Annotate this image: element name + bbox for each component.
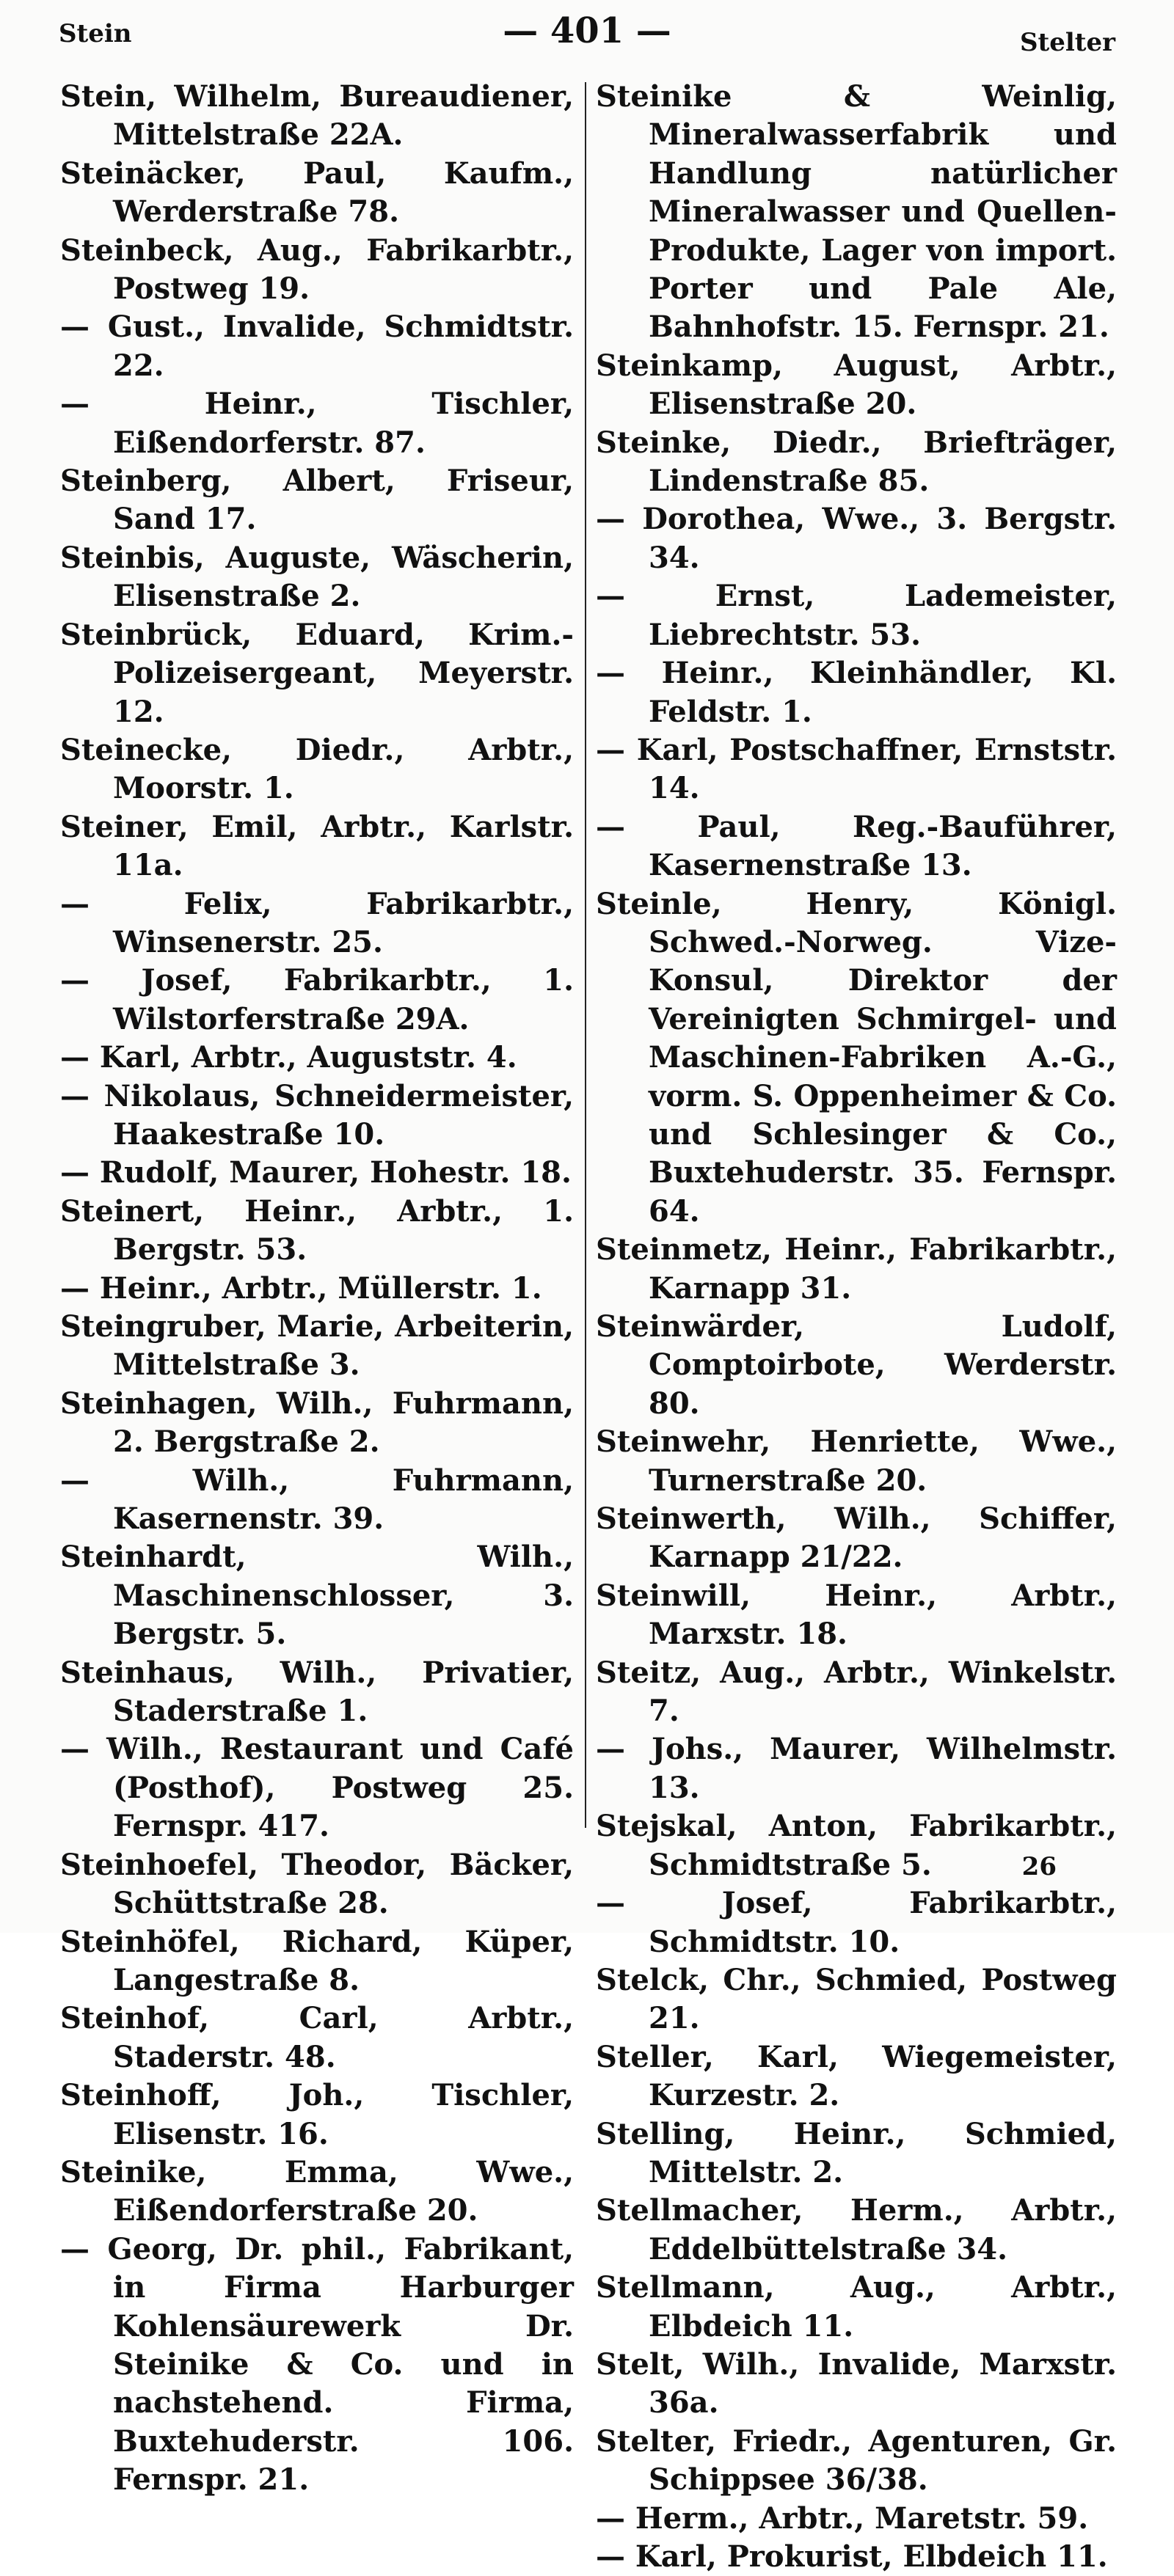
- directory-entry: — Josef, Fabrikarbtr., Schmidtstr. 10.: [596, 1886, 1117, 1959]
- directory-entry: Steinhof, Carl, Arbtr., Staderstr. 48.: [60, 2001, 574, 2074]
- directory-entry: Stein, Wilhelm, Bureaudiener, Mittelstraße 22A.: [60, 79, 574, 153]
- page-number: — 401 —: [503, 10, 671, 51]
- directory-entry: Steinwill, Heinr., Arbtr., Marxstr. 18.: [596, 1578, 1117, 1652]
- directory-entry: Steinhaus, Wilh., Privatier, Staderstraße 1.: [60, 1655, 574, 1729]
- directory-entry: Steinbrück, Eduard, Krim.-Polizeisergeant, Meyerstr. 12.: [60, 617, 574, 729]
- directory-entry: Steinwerth, Wilh., Schiffer, Karnapp 21/22.: [596, 1501, 1117, 1575]
- directory-entry: Steinle, Henry, Königl. Schwed.-Norweg. Vize-Konsul, Direktor der Vereinigten Schmirgel- und Maschinen-Fabriken A.-G., vorm. S. Oppenheimer & Co. und Schlesinger & Co., Buxtehuderstr. 35. Fernspr. 64.: [596, 886, 1117, 1229]
- left-column: [60, 78, 574, 2500]
- directory-entry: — Herm., Arbtr., Maretstr. 59.: [596, 2500, 1089, 2536]
- directory-entry: Steinkamp, August, Arbtr., Elisenstraße 20.: [596, 348, 1117, 422]
- sheet-signature: 26: [1021, 1852, 1057, 1881]
- directory-entry: — Wilh., Fuhrmann, Kasernenstr. 39.: [60, 1463, 574, 1537]
- directory-entry: Steinike, Emma, Wwe., Eißendorferstraße 20.: [60, 2154, 574, 2228]
- directory-entry: — Karl, Postschaffner, Ernststr. 14.: [596, 732, 1117, 806]
- directory-entry: Steiner, Emil, Arbtr., Karlstr. 11a.: [60, 809, 574, 883]
- directory-entry: Stejskal, Anton, Fabrikarbtr., Schmidtstraße 5.: [596, 1809, 1117, 1882]
- directory-entry: — Georg, Dr. phil., Fabrikant, in Firma Harburger Kohlensäurewerk Dr. Steinike & Co. und in nachstehend. Firma, Buxtehuderstr. 106. Fernspr. 21.: [60, 2231, 574, 2498]
- directory-entry: — Karl, Prokurist, Elbdeich 11.: [596, 2539, 1108, 2574]
- directory-entry: — Karl, Arbtr., Auguststr. 4.: [60, 1040, 517, 1075]
- directory-entry: Steinwehr, Henriette, Wwe., Turnerstraße 20.: [596, 1424, 1117, 1498]
- directory-entry: Steingruber, Marie, Arbeiterin, Mittelstraße 3.: [60, 1309, 574, 1383]
- directory-entry: — Heinr., Tischler, Eißendorferstr. 87.: [60, 387, 574, 460]
- directory-entry: Steinecke, Diedr., Arbtr., Moorstr. 1.: [60, 732, 574, 806]
- directory-entry: Stellmann, Aug., Arbtr., Elbdeich 11.: [596, 2270, 1117, 2343]
- directory-entry: Steinhardt, Wilh., Maschinenschlosser, 3. Bergstr. 5.: [60, 1540, 574, 1652]
- directory-entry: — Gust., Invalide, Schmidtstr. 22.: [60, 310, 574, 383]
- directory-entry: Steinbeck, Aug., Fabrikarbtr., Postweg 19.: [60, 233, 574, 307]
- directory-entry: Steinbis, Auguste, Wäscherin, Elisenstraße 2.: [60, 540, 574, 614]
- page-header: [0, 0, 1174, 59]
- directory-entry: Stelt, Wilh., Invalide, Marxstr. 36a.: [596, 2346, 1117, 2421]
- directory-entry: — Felix, Fabrikarbtr., Winsenerstr. 25.: [60, 886, 574, 959]
- directory-entry: Steinwärder, Ludolf, Comptoirbote, Werderstr. 80.: [596, 1309, 1117, 1421]
- directory-entry: Steinert, Heinr., Arbtr., 1. Bergstr. 53.: [60, 1193, 574, 1267]
- directory-entry: Steinike & Weinlig, Mineralwasserfabrik und Handlung natürlicher Mineralwasser und Quellen-Produkte, Lager von import. Porter und Pale Ale, Bahnhofstr. 15. Fernspr. 21.: [596, 79, 1117, 345]
- column-divider: [585, 82, 586, 1828]
- directory-entry: — Heinr., Arbtr., Müllerstr. 1.: [60, 1270, 542, 1306]
- directory-entry: — Josef, Fabrikarbtr., 1. Wilstorferstraße 29A.: [60, 963, 574, 1036]
- directory-entry: Steinhoefel, Theodor, Bäcker, Schüttstraße 28.: [60, 1847, 574, 1921]
- directory-entry: — Paul, Reg.-Bauführer, Kasernenstraße 13.: [596, 809, 1117, 883]
- header-right-guide-word: Stelter: [1019, 28, 1115, 57]
- directory-entry: — Nikolaus, Schneidermeister, Haakestraße 10.: [60, 1078, 574, 1152]
- directory-entry: Steinmetz, Heinr., Fabrikarbtr., Karnapp 31.: [596, 1232, 1117, 1306]
- right-column: [596, 78, 1117, 2576]
- directory-entry: — Ernst, Lademeister, Liebrechtstr. 53.: [596, 579, 1117, 652]
- directory-entry: — Wilh., Restaurant und Café (Posthof), Postweg 25. Fernspr. 417.: [60, 1732, 574, 1844]
- directory-entry: Steinhöfel, Richard, Küper, Langestraße 8.: [60, 1924, 574, 1997]
- directory-entry: Steinke, Diedr., Briefträger, Lindenstraße 85.: [596, 425, 1117, 499]
- directory-entry: Stelling, Heinr., Schmied, Mittelstr. 2.: [596, 2116, 1117, 2189]
- directory-entry: Steinhoff, Joh., Tischler, Elisenstr. 16.: [60, 2078, 574, 2151]
- directory-entry: Stellmacher, Herm., Arbtr., Eddelbüttelstraße 34.: [596, 2193, 1117, 2266]
- directory-entry: Stelck, Chr., Schmied, Postweg 21.: [596, 1962, 1117, 2036]
- directory-entry: Steinhagen, Wilh., Fuhrmann, 2. Bergstraße 2.: [60, 1386, 574, 1460]
- directory-entry: Steitz, Aug., Arbtr., Winkelstr. 7.: [596, 1655, 1117, 1729]
- directory-entry: — Johs., Maurer, Wilhelmstr. 13.: [596, 1732, 1117, 1805]
- directory-entry: Steller, Karl, Wiegemeister, Kurzestr. 2.: [596, 2039, 1117, 2113]
- directory-entry: — Heinr., Kleinhändler, Kl. Feldstr. 1.: [596, 656, 1117, 729]
- directory-entry: — Dorothea, Wwe., 3. Bergstr. 34.: [596, 502, 1117, 575]
- directory-entry: Steinberg, Albert, Friseur, Sand 17.: [60, 464, 574, 537]
- directory-entry: Steinäcker, Paul, Kaufm., Werderstraße 78.: [60, 155, 574, 230]
- header-left-guide-word: Stein: [59, 19, 132, 48]
- directory-entry: — Rudolf, Maurer, Hohestr. 18.: [60, 1155, 572, 1190]
- directory-entry: Stelter, Friedr., Agenturen, Gr. Schippsee 36/38.: [596, 2423, 1117, 2498]
